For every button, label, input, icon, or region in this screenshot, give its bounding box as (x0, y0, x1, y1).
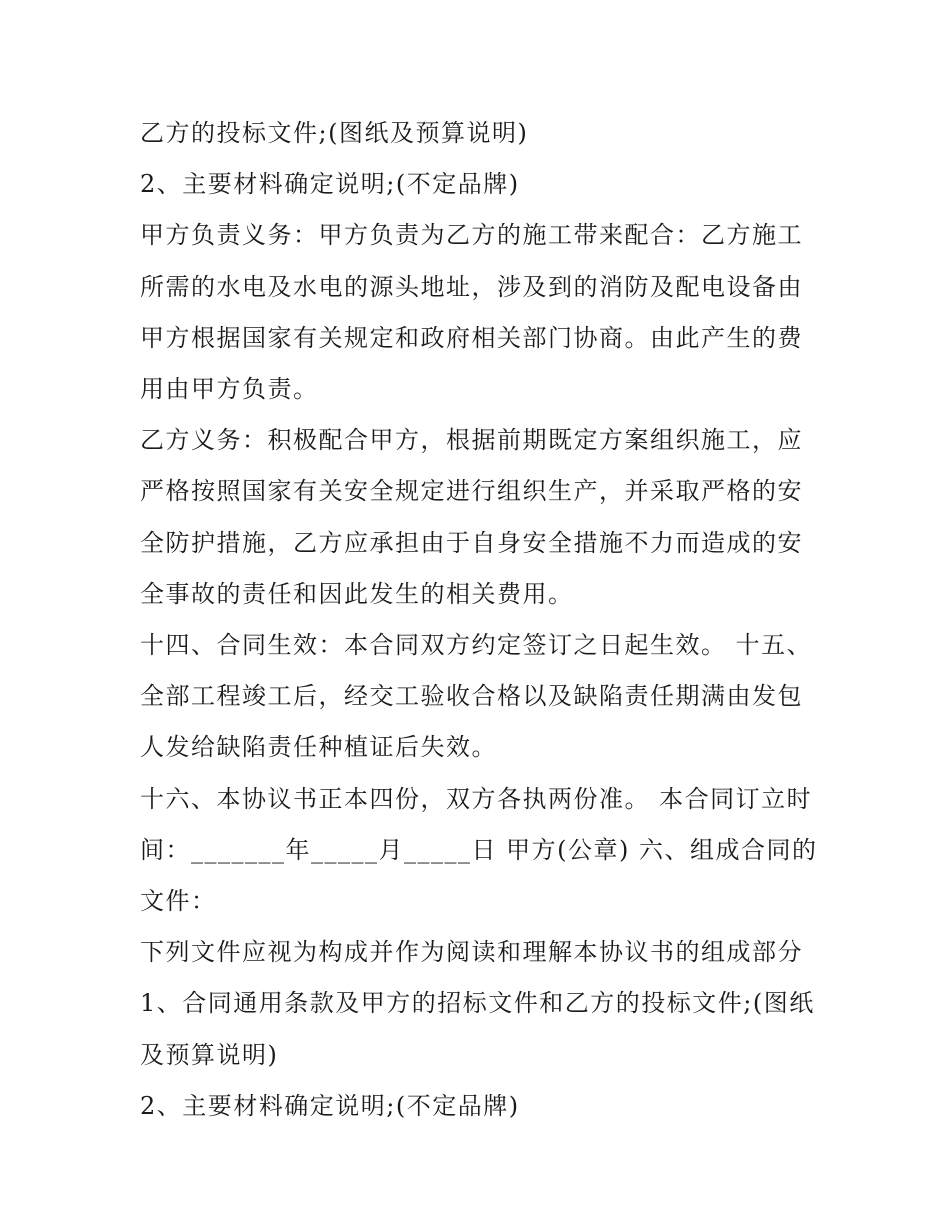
paragraph-general-terms: 1、合同通用条款及甲方的招标文件和乙方的投标文件;(图纸及预算说明) (140, 989, 815, 1069)
paragraph-bidding-documents: 乙方的投标文件;(图纸及预算说明) (140, 119, 529, 147)
document-body (140, 108, 820, 1132)
paragraph-copies-and-signing: 十六、本协议书正本四份，双方各执两份准。 本合同订立时间：_______年_____月_____日 甲方(公章) 六、组成合同的文件： (140, 784, 818, 916)
paragraph-contract-documents-intro: 下列文件应视为构成并作为阅读和理解本协议书的组成部分 (140, 938, 803, 967)
paragraph-contract-effective: 十四、合同生效：本合同双方约定签订之日起生效。 十五、全部工程竣工后，经交工验收合格以及缺陷责任期满由发包人发给缺陷责任种植证后失效。 (140, 631, 813, 762)
paragraph-party-a-obligations: 甲方负责义务：甲方负责为乙方的施工带来配合：乙方施工所需的水电及水电的源头地址，涉及到的消防及配电设备由甲方根据国家有关规定和政府相关部门协商。由此产生的费用由甲方负责。 (140, 221, 803, 404)
paragraph-materials-note-repeat: 2、主要材料确定说明;(不定品牌) (140, 1091, 520, 1120)
paragraph-materials-note: 2、主要材料确定说明;(不定品牌) (140, 170, 520, 199)
paragraph-party-b-obligations: 乙方义务：积极配合甲方，根据前期既定方案组织施工，应严格按照国家有关安全规定进行组织生产，并采取严格的安全防护措施，乙方应承担由于自身安全措施不力而造成的安全事故的责任和因此发生的相关费用。 (140, 426, 803, 608)
